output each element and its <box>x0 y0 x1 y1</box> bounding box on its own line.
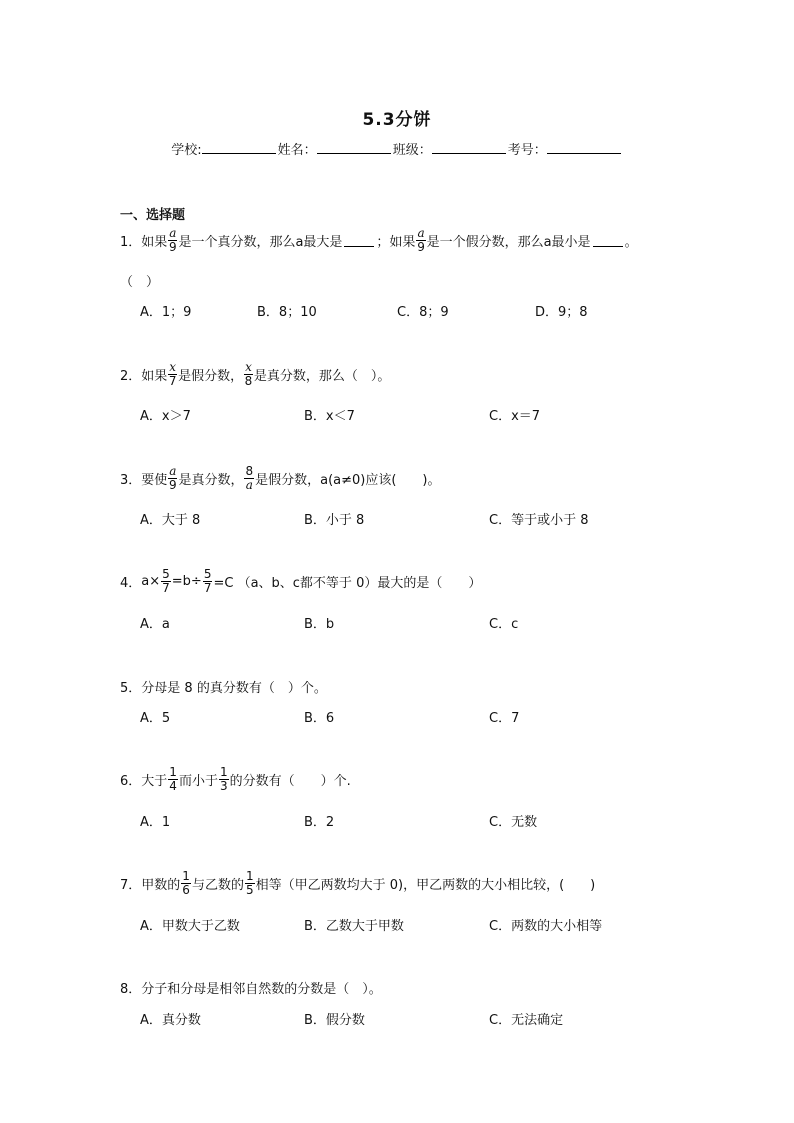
option-b[interactable]: B．2 <box>304 815 335 830</box>
option-a[interactable]: A．5 <box>140 711 171 726</box>
question-text: 要使 <box>141 473 168 488</box>
fraction <box>168 361 177 388</box>
numerator: a <box>169 226 177 240</box>
question-text: 分子和分母是相邻自然数的分数是（ ）。 <box>141 982 382 997</box>
question-5 <box>120 677 327 696</box>
question-text: 是一个假分数，那么a最小是 <box>426 235 591 250</box>
denominator: 9 <box>169 240 177 254</box>
numerator: a <box>169 464 177 478</box>
fraction <box>168 766 178 793</box>
numerator: 1 <box>245 869 254 883</box>
question-number: 4． <box>120 576 142 591</box>
fraction <box>181 870 191 897</box>
denominator: 4 <box>169 779 177 793</box>
student-info-line <box>0 139 794 158</box>
question-text: 相等（甲乙两数均大于 0)，甲乙两数的大小相比较，( ) <box>255 878 596 893</box>
numerator: 5 <box>203 567 212 581</box>
denominator: 5 <box>245 883 254 897</box>
option-c[interactable]: C．无数 <box>489 815 538 830</box>
numerator: x <box>169 360 177 374</box>
page-title: 5.3分饼 <box>362 110 432 130</box>
answer-paren: （ ） <box>120 275 160 290</box>
option-b[interactable]: B．x＜7 <box>304 409 355 424</box>
numerator: 1 <box>182 869 190 883</box>
question-text: 是假分数， <box>178 369 244 384</box>
question-text: 如果 <box>141 369 168 384</box>
class-blank[interactable] <box>432 141 506 154</box>
question-6 <box>120 766 351 793</box>
numerator: 8 <box>245 464 254 478</box>
question-number: 6． <box>120 774 142 789</box>
option-c[interactable]: C．x＝7 <box>489 409 541 424</box>
option-b[interactable]: B．b <box>304 617 335 632</box>
question-number: 7． <box>120 878 142 893</box>
question-number: 8． <box>120 982 142 997</box>
question-text: 大于 <box>141 774 168 789</box>
numerator: 1 <box>169 765 177 779</box>
question-3 <box>120 465 441 492</box>
question-text: 的分数有（ ）个. <box>229 774 351 789</box>
question-number: 2． <box>120 369 142 384</box>
option-c[interactable]: C．等于或小于 8 <box>489 513 589 528</box>
option-c[interactable]: C．8；9 <box>397 305 449 320</box>
fraction <box>245 870 255 897</box>
question-text: 是一个真分数，那么a最大是 <box>178 235 343 250</box>
question-7 <box>120 870 595 897</box>
class-label: 班级： <box>392 143 432 158</box>
question-4 <box>120 568 481 595</box>
denominator: 7 <box>162 581 170 595</box>
option-c[interactable]: C．c <box>489 617 519 632</box>
option-b[interactable]: B．乙数大于甲数 <box>304 919 404 934</box>
fraction <box>416 227 425 254</box>
answer-blank[interactable] <box>593 234 623 247</box>
school-blank[interactable] <box>202 141 276 154</box>
question-text: 甲数的 <box>141 878 181 893</box>
school-label: 学校: <box>171 143 202 158</box>
exam-no-label: 考号： <box>507 143 547 158</box>
fraction <box>219 766 229 793</box>
option-a[interactable]: A．大于 8 <box>140 513 201 528</box>
question-text: 与乙数的 <box>191 878 244 893</box>
answer-blank[interactable] <box>344 234 374 247</box>
section-heading: 一、选择题 <box>120 208 186 223</box>
question-8 <box>120 978 382 997</box>
denominator: 7 <box>203 581 212 595</box>
question-number: 5． <box>120 681 142 696</box>
question-number: 1． <box>120 235 142 250</box>
question-text: =b÷ <box>171 574 202 589</box>
denominator: 9 <box>169 478 177 492</box>
question-2 <box>120 361 390 388</box>
fraction <box>244 361 253 388</box>
denominator: a <box>245 478 253 492</box>
fraction <box>168 465 177 492</box>
option-a[interactable]: A．甲数大于乙数 <box>140 919 240 934</box>
question-number: 3． <box>120 473 142 488</box>
option-d[interactable]: D．9；8 <box>535 305 588 320</box>
option-a[interactable]: A．真分数 <box>140 1013 201 1028</box>
question-text: ；如果 <box>376 235 416 250</box>
question-1 <box>120 227 638 254</box>
fraction <box>203 568 213 595</box>
fraction <box>244 465 254 492</box>
denominator: 9 <box>417 240 425 254</box>
denominator: 7 <box>168 374 177 388</box>
question-text: 而小于 <box>178 774 218 789</box>
question-text: a× <box>141 574 161 589</box>
option-b[interactable]: B．小于 8 <box>304 513 365 528</box>
exam-no-blank[interactable] <box>547 141 621 154</box>
option-c[interactable]: C．7 <box>489 711 520 726</box>
denominator: 6 <box>182 883 190 897</box>
denominator: 3 <box>219 779 228 793</box>
option-b[interactable]: B．假分数 <box>304 1013 365 1028</box>
numerator: 1 <box>219 765 228 779</box>
question-text: 是真分数，那么（ ）。 <box>253 369 391 384</box>
option-b[interactable]: B．8；10 <box>257 305 317 320</box>
name-blank[interactable] <box>317 141 391 154</box>
numerator: a <box>417 226 425 240</box>
name-label: 姓名： <box>277 143 317 158</box>
fraction <box>161 568 171 595</box>
option-b[interactable]: B．6 <box>304 711 335 726</box>
question-text: 是真分数， <box>178 473 244 488</box>
question-text: 分母是 8 的真分数有（ ）个。 <box>141 681 327 696</box>
option-c[interactable]: C．两数的大小相等 <box>489 919 603 934</box>
numerator: x <box>245 360 252 374</box>
option-a[interactable]: A．a <box>140 617 170 632</box>
option-a[interactable]: A．1；9 <box>140 305 192 320</box>
option-a[interactable]: A．x＞7 <box>140 409 191 424</box>
option-a[interactable]: A．1 <box>140 815 171 830</box>
question-text: =C （a、b、c都不等于 0）最大的是（ ） <box>213 576 482 591</box>
option-c[interactable]: C．无法确定 <box>489 1013 564 1028</box>
numerator: 5 <box>162 567 170 581</box>
denominator: 8 <box>244 374 253 388</box>
fraction <box>168 227 177 254</box>
question-text: 如果 <box>141 235 168 250</box>
question-text: 是假分数，a(a≠0)应该( )。 <box>255 473 441 488</box>
question-text: 。 <box>624 235 638 250</box>
